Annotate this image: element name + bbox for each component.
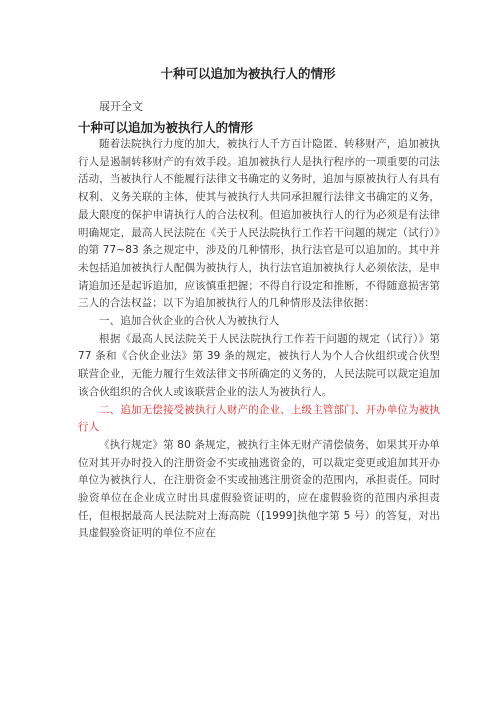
body-paragraph: 随着法院执行力度的加大，被执行人千方百计隐匿、转移财产，追加被执行人是遏制转移财产的有效手段。追加被执行人是执行程序的一项重要的司法活动，当被执行人不能履行法律文书确定的义务时，追加与原被执行人有具有权利、义务关联的主体，使其与被执行人共同承担履行法律文书确定的义务，最大限度的保护申请执行人的合法权利。但追加被执行人的行为必须是有法律明确规定，最高人民法院在《关于人民法院执行工作若干问题的规定（试行）》的第 77~83 条之规定中，涉及的几种情形，执行法官是可以追加的。其中并未包括追加被执行人配偶为被执行人，执行法官追加被执行人必须依法，是申请追加还是起诉追加，应该慎重把握；不得自行设定和推断，不得随意损害第三人的合法权益；以下为追加被执行人的几种情形及法律依据： bbox=[78, 138, 440, 310]
section-heading: 二、追加无偿接受被执行人财产的企业、上级主管部门、开办单位为被执行人 bbox=[78, 403, 440, 434]
article-body bbox=[78, 136, 440, 543]
expand-full-text-link[interactable]: 展开全文 bbox=[99, 100, 143, 113]
page-title: 十种可以追加为被执行人的情形 bbox=[160, 66, 336, 81]
body-paragraph: 根据《最高人民法院关于人民法院执行工作若干问题的规定（试行）》第 77 条和《合伙企业法》第 39 条的规定，被执行人为个人合伙组织或合伙型联营企业，无能力履行生效法律文书所确定的义务的，人民法院可以裁定追加该合伙组织的合伙人或该联营企业的法人为被执行人。 bbox=[78, 332, 440, 398]
section-heading: 一、追加合伙企业的合伙人为被执行人 bbox=[99, 315, 280, 328]
article-heading: 十种可以追加为被执行人的情形 bbox=[78, 120, 254, 135]
body-paragraph: 《执行规定》第 80 条规定，被执行主体无财产清偿债务，如果其开办单位对其开办时投入的注册资金不实或抽逃资金的，可以裁定变更或追加其开办单位为被执行人，在注册资金不实或抽逃注册资金的范围内，承担责任。同时验资单位在企业成立时出具虚假验资证明的，应在虚假验资的范围内承担责任，但根据最高人民法院对上海高院（[1999]执他字第 5 号）的答复，对出具虚假验资证明的单位不应在 bbox=[78, 438, 440, 540]
